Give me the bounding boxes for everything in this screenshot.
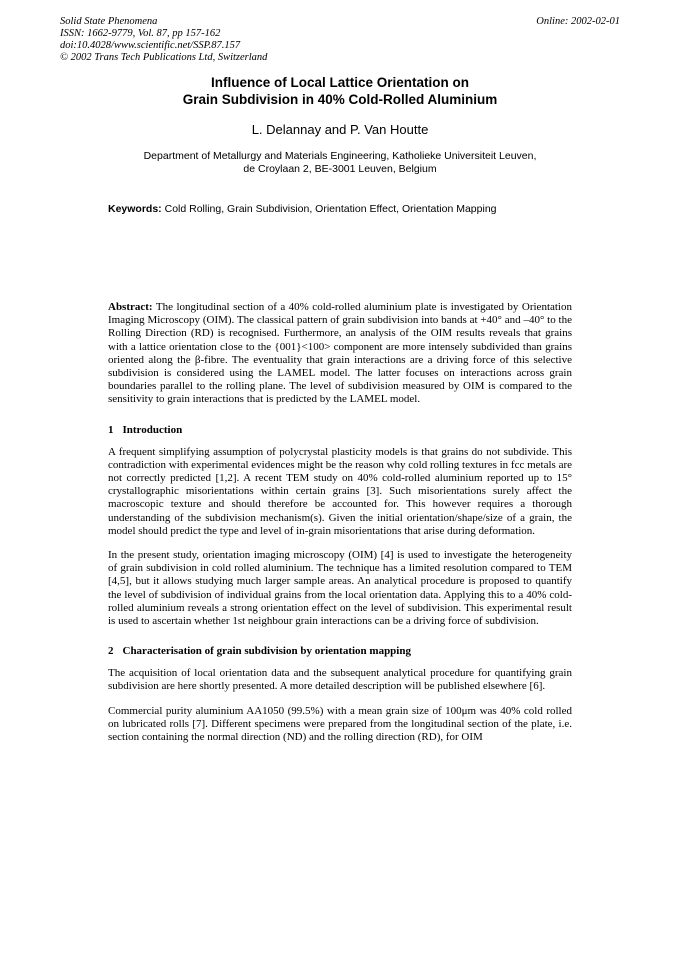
section-title: Characterisation of grain subdivision by orientation mapping: [122, 645, 411, 658]
keywords-label: Keywords:: [108, 203, 162, 215]
doi-line: doi:10.4028/www.scientific.net/SSP.87.157: [60, 40, 241, 51]
paper-title: [108, 74, 572, 108]
content-column: [0, 74, 678, 744]
affiliation-line1: Department of Metallurgy and Materials Engineering, Katholieke Universiteit Leuven,: [143, 150, 537, 162]
section-heading-characterisation: [108, 645, 572, 658]
authors: L. Delannay and P. Van Houtte: [251, 122, 429, 137]
section-number: 1: [108, 423, 114, 436]
abstract-paragraph: [108, 301, 572, 407]
paper-title-line2: Grain Subdivision in 40% Cold-Rolled Aluminium: [182, 92, 498, 107]
online-date: Online: 2002-02-01: [536, 16, 620, 27]
keywords-text: Cold Rolling, Grain Subdivision, Orientation Effect, Orientation Mapping: [161, 203, 497, 215]
abstract-label: Abstract:: [108, 301, 153, 313]
journal-header-left: [60, 16, 267, 64]
paragraph: A frequent simplifying assumption of polycrystal plasticity models is that grains do not subdivide. This contradiction with experimental evidences might be the reason why cold rolling textures in fcc metals are not correctly predicted [1,2]. A recent TEM study on 40% cold-rolled aluminium reported up to 15° crystallographic misorientations within certain grains [3]. Such misorientations surely affect the macroscopic texture and should therefore be accounted for. This however requires a thorough understanding of the subdivision mechanism(s). Given the initial orientation/shape/size of a grain, the model should predict the type and level of in-grain misorientations that arise during deformation.: [108, 445, 572, 537]
journal-name: Solid State Phenomena: [60, 16, 158, 27]
section-heading-introduction: [108, 424, 572, 437]
paragraph: In the present study, orientation imaging microscopy (OIM) [4] is used to investigate the heterogeneity of grain subdivision in cold rolled aluminium. The technique has a limited resolution compared to TEM [4,5], but it allows studying much larger sample areas. An analytical procedure is proposed to quantify the level of subdivision of individual grains from the local orientation data. Applying this to a 40% cold-rolled aluminium reveals a strong orientation effect on the level of subdivision. This experimental result is used to ascertain whether 1st neighbour grain interactions can be a driving force of subdivision.: [108, 549, 572, 628]
section-title: Introduction: [122, 423, 183, 436]
issn-volume-pages: ISSN: 1662-9779, Vol. 87, pp 157-162: [60, 28, 221, 39]
keywords-line: [108, 203, 572, 215]
paragraph: Commercial purity aluminium AA1050 (99.5%) with a mean grain size of 100μm was 40% cold rolled on lubricated rolls [7]. Different specimens were prepared from the longitudinal section of the plate, i.e. section containing the normal direction (ND) and the rolling direction (RD), for OIM: [108, 704, 572, 744]
abstract-text: The longitudinal section of a 40% cold-rolled aluminium plate is investigated by Orientation Imaging Microscopy (OIM). The classical pattern of grain subdivision into bands at +40° and –40° to the Rolling Direction (RD) is recognised. Furthermore, an analysis of the OIM results reveals that grains with a lattice orientation close to the {001}<100> component are more intensely subdivided than grains oriented along the β-fibre. The eventuality that grain interactions are a driving force of this selective subdivision is considered using the LAMEL model. The latter focuses on interactions across grain boundaries parallel to the rolling plane. The level of subdivision measured by OIM is compared to the sensitivity to grain interactions that is predicted by the LAMEL model.: [108, 301, 572, 406]
affiliation: [108, 150, 572, 176]
paper-title-line1: Influence of Local Lattice Orientation on: [210, 75, 470, 90]
journal-header: [0, 0, 678, 64]
front-matter: [108, 74, 572, 176]
paragraph: The acquisition of local orientation data and the subsequent analytical procedure for quantifying grain subdivision are here shortly presented. A more detailed description will be published elsewhere [6].: [108, 667, 572, 693]
section-number: 2: [108, 645, 114, 658]
copyright-line: © 2002 Trans Tech Publications Ltd, Switzerland: [60, 52, 268, 63]
affiliation-line2: de Croylaan 2, BE-3001 Leuven, Belgium: [243, 163, 437, 175]
